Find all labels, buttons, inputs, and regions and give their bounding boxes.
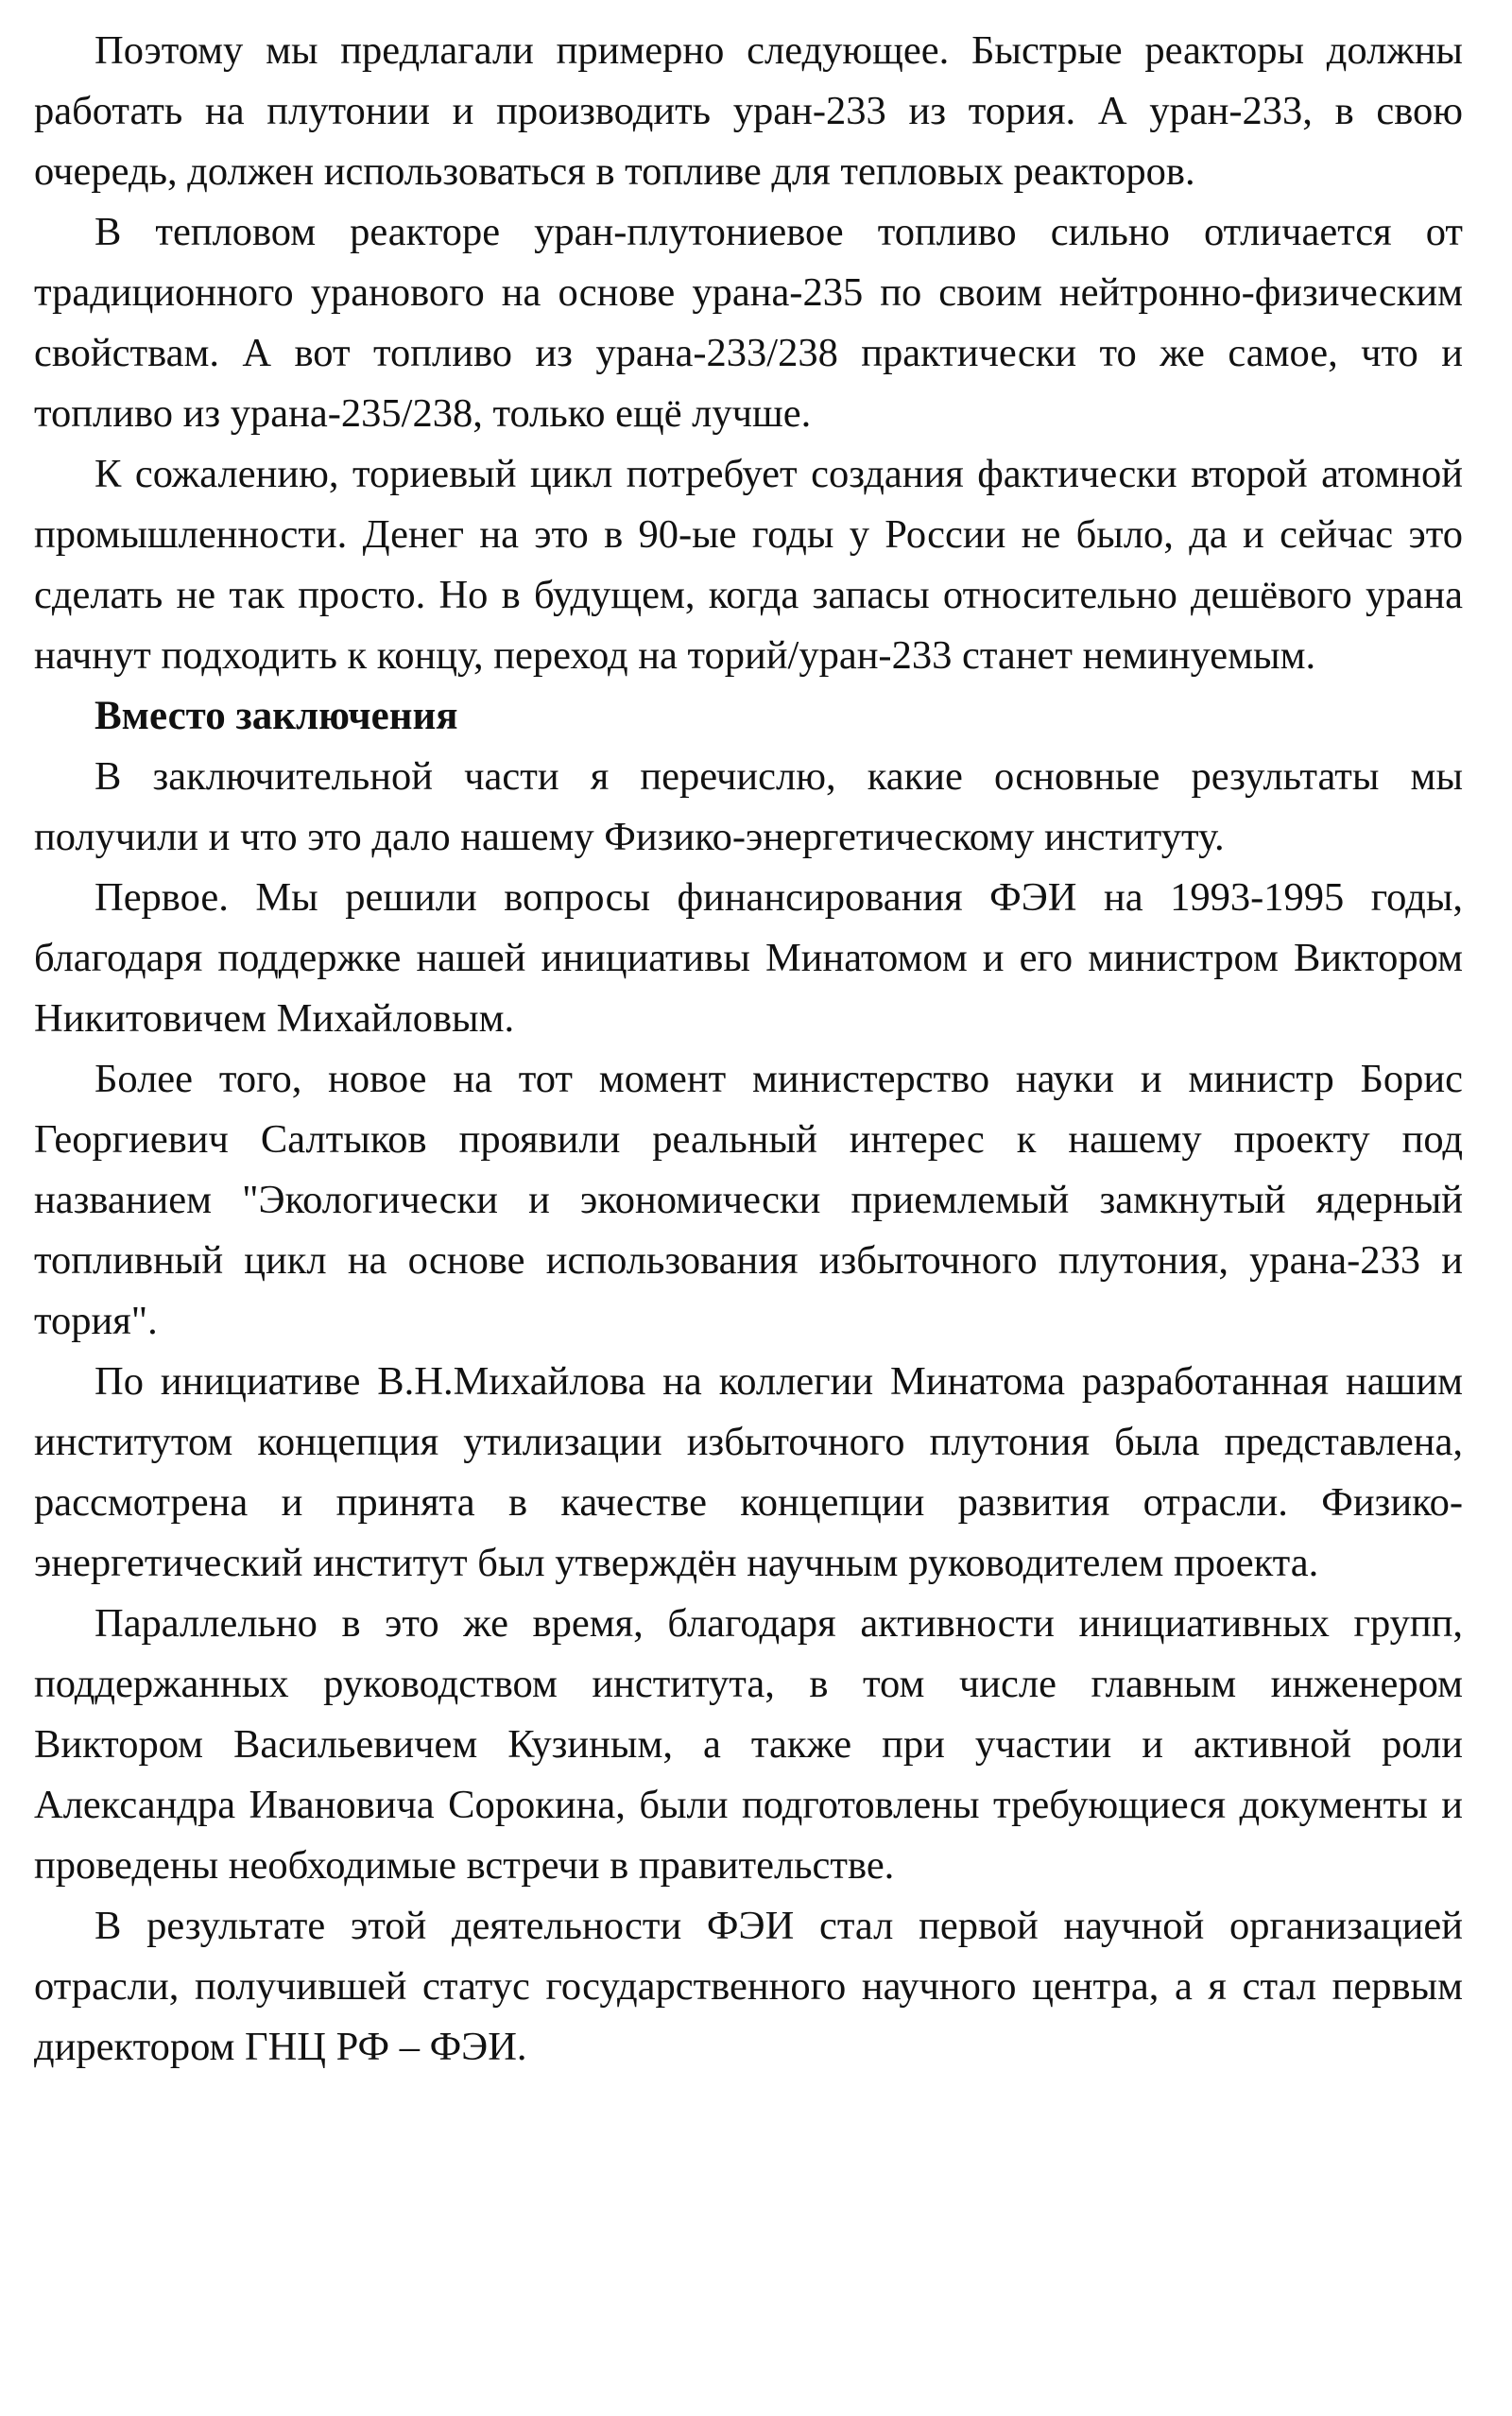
paragraph-plutonium-concept: По инициативе В.Н.Михайлова на коллегии Минатома разработанная нашим институтом концепция утилизации избыточного плутония была представлена, рассмотрена и принята в качестве концепции развития отрасли. Физико-энергетический институт был утверждён научным руководителем проекта. — [34, 1359, 1463, 1585]
paragraph-fast-reactors: Поэтому мы предлагали примерно следующее. Быстрые реакторы должны работать на плутонии и производить уран-233 из тория. А уран-233, в свою очередь, должен использоваться в топливе для тепловых реакторов. — [34, 28, 1463, 194]
paragraph-initiative-groups: Параллельно в это же время, благодаря активности инициативных групп, поддержанных руководством института, в том числе главным инженером Виктором Васильевичем Кузиным, а также при участии и активной роли Александра Ивановича Сорокина, были подготовлены требующиеся документы и проведены необходимые встречи в правительстве. — [34, 1601, 1463, 1888]
paragraph-conclusion-intro: В заключительной части я перечислю, какие основные результаты мы получили и что это дало нашему Физико-энергетическому институту. — [34, 754, 1463, 859]
document-page — [34, 21, 1463, 2078]
section-heading: Вместо заключения — [94, 694, 458, 738]
paragraph-thermal-reactor: В тепловом реакторе уран-плутониевое топливо сильно отличается от традиционного уранового на основе урана-235 по своим нейтронно-физическим свойствам. А вот топливо из урана-233/238 практически то же самое, что и топливо из урана-235/238, только ещё лучше. — [34, 210, 1463, 436]
paragraph-financing: Первое. Мы решили вопросы финансирования ФЭИ на 1993-1995 годы, благодаря поддержке нашей инициативы Минатомом и его министром Виктором Никитовичем Михайловым. — [34, 875, 1463, 1041]
paragraph-thorium-cycle: К сожалению, ториевый цикл потребует создания фактически второй атомной промышленности. Денег на это в 90-ые годы у России не было, да и сейчас это сделать не так просто. Но в будущем, когда запасы относительно дешёвого урана начнут подходить к концу, переход на торий/уран-233 станет неминуемым. — [34, 452, 1463, 678]
paragraph-state-center: В результате этой деятельности ФЭИ стал первой научной организацией отрасли, получившей статус государственного научного центра, а я стал первым директором ГНЦ РФ – ФЭИ. — [34, 1904, 1463, 2069]
paragraph-ministry-science: Более того, новое на тот момент министерство науки и министр Борис Георгиевич Салтыков проявили реальный интерес к нашему проекту под названием "Экологически и экономически приемлемый замкнутый ядерный топливный цикл на основе использования избыточного плутония, урана-233 и тория". — [34, 1057, 1463, 1343]
